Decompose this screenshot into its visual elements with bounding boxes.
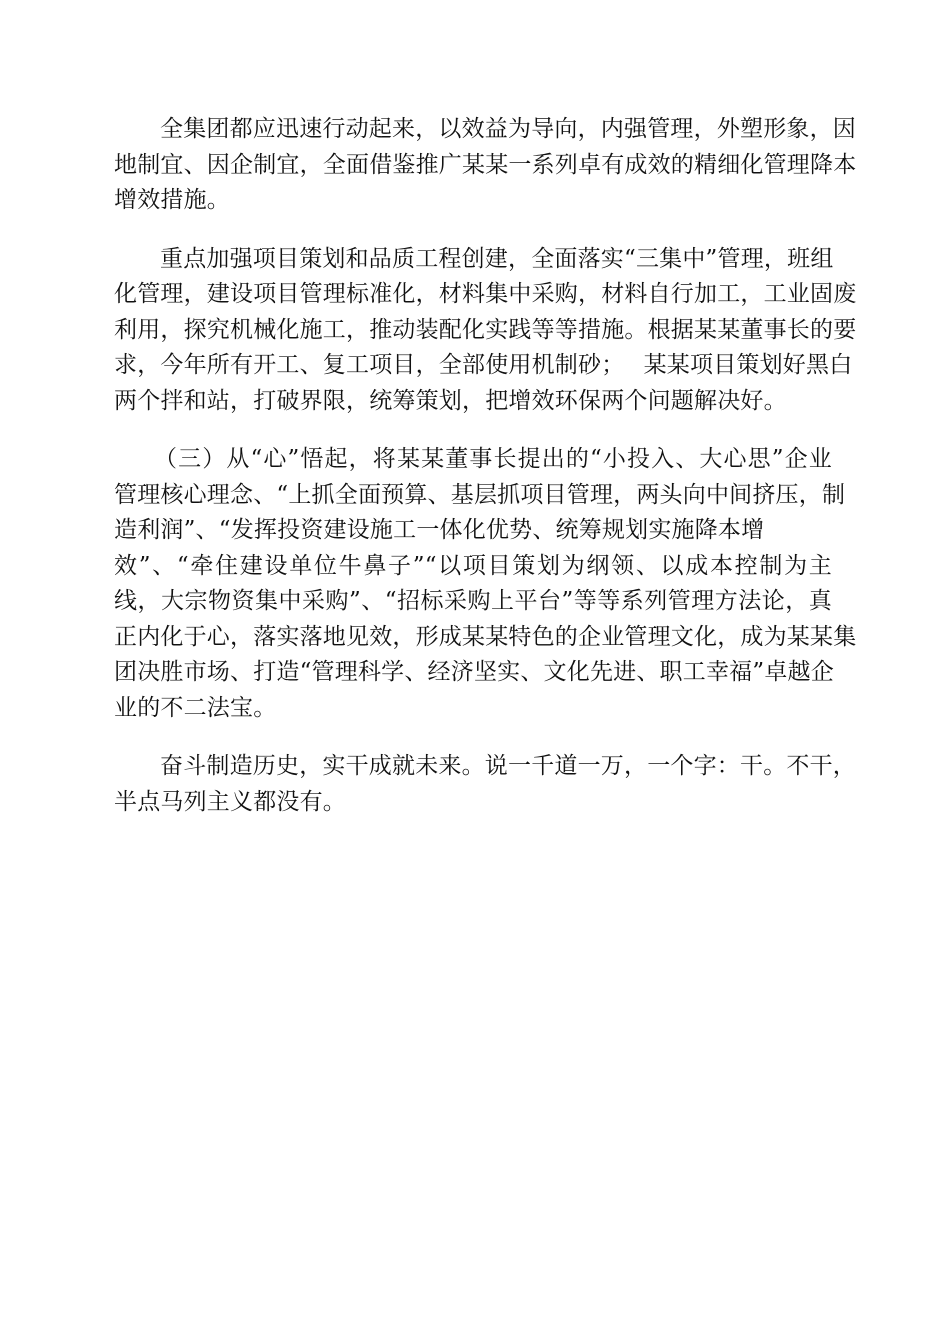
document-body [114, 112, 857, 843]
paragraph-line: 增效措施。 [114, 187, 230, 213]
paragraph-line: 重点加强项目策划和品质工程创建，全面落实“三集中”管理，班组 [160, 245, 834, 272]
paragraph-line: 奋斗制造历史，实干成就未来。说一千道一万，一个字：干。不干， [160, 753, 856, 779]
paragraph-4 [114, 749, 856, 820]
paragraph-line: 造利润”、“发挥投资建设施工一体化优势、统筹规划实施降本增 [114, 517, 765, 543]
paragraph-line: 团决胜市场、打造“管理科学、经济坚实、文化先进、职工幸福”卓越企 [114, 659, 834, 685]
paragraph-line: 地制宜、因企制宜，全面借鉴推广某某一系列卓有成效的精细化管理降本 [114, 151, 857, 178]
paragraph-line: 两个拌和站，打破界限，统筹策划，把增效环保两个问题解决好。 [114, 387, 787, 414]
paragraph-line: 业的不二法宝。 [114, 694, 277, 721]
paragraph-line: 管理核心理念、“上抓全面预算、基层抓项目管理，两头向中间挤压，制 [114, 481, 846, 508]
paragraph-1 [114, 112, 857, 219]
paragraph-line: 正内化于心，落实落地见效，形成某某特色的企业管理文化，成为某某集 [114, 623, 857, 650]
paragraph-line: 全集团都应迅速行动起来，以效益为导向，内强管理，外塑形象，因 [160, 116, 856, 142]
paragraph-line: 化管理，建设项目管理标准化，材料集中采购，材料自行加工，工业固废 [114, 281, 857, 307]
paragraph-line: 效”、“牵住建设单位牛鼻子”“以项目策划为纲领、以成本控制为主 [114, 552, 832, 579]
paragraph-line: 求，今年所有开工、复工项目，全部使用机制砂； 某某项目策划好黑白 [114, 352, 853, 378]
paragraph-3 [114, 442, 857, 726]
paragraph-line: 半点马列主义都没有。 [114, 788, 346, 815]
paragraph-line: 线，大宗物资集中采购”、“招标采购上平台”等等系列管理方法论，真 [114, 588, 832, 614]
paragraph-line: （三）从“心”悟起，将某某董事长提出的“小投入、大心思”企业 [154, 446, 832, 472]
paragraph-2 [114, 242, 857, 420]
paragraph-line: 利用，探究机械化施工，推动装配化实践等等措施。根据某某董事长的要 [114, 316, 857, 343]
